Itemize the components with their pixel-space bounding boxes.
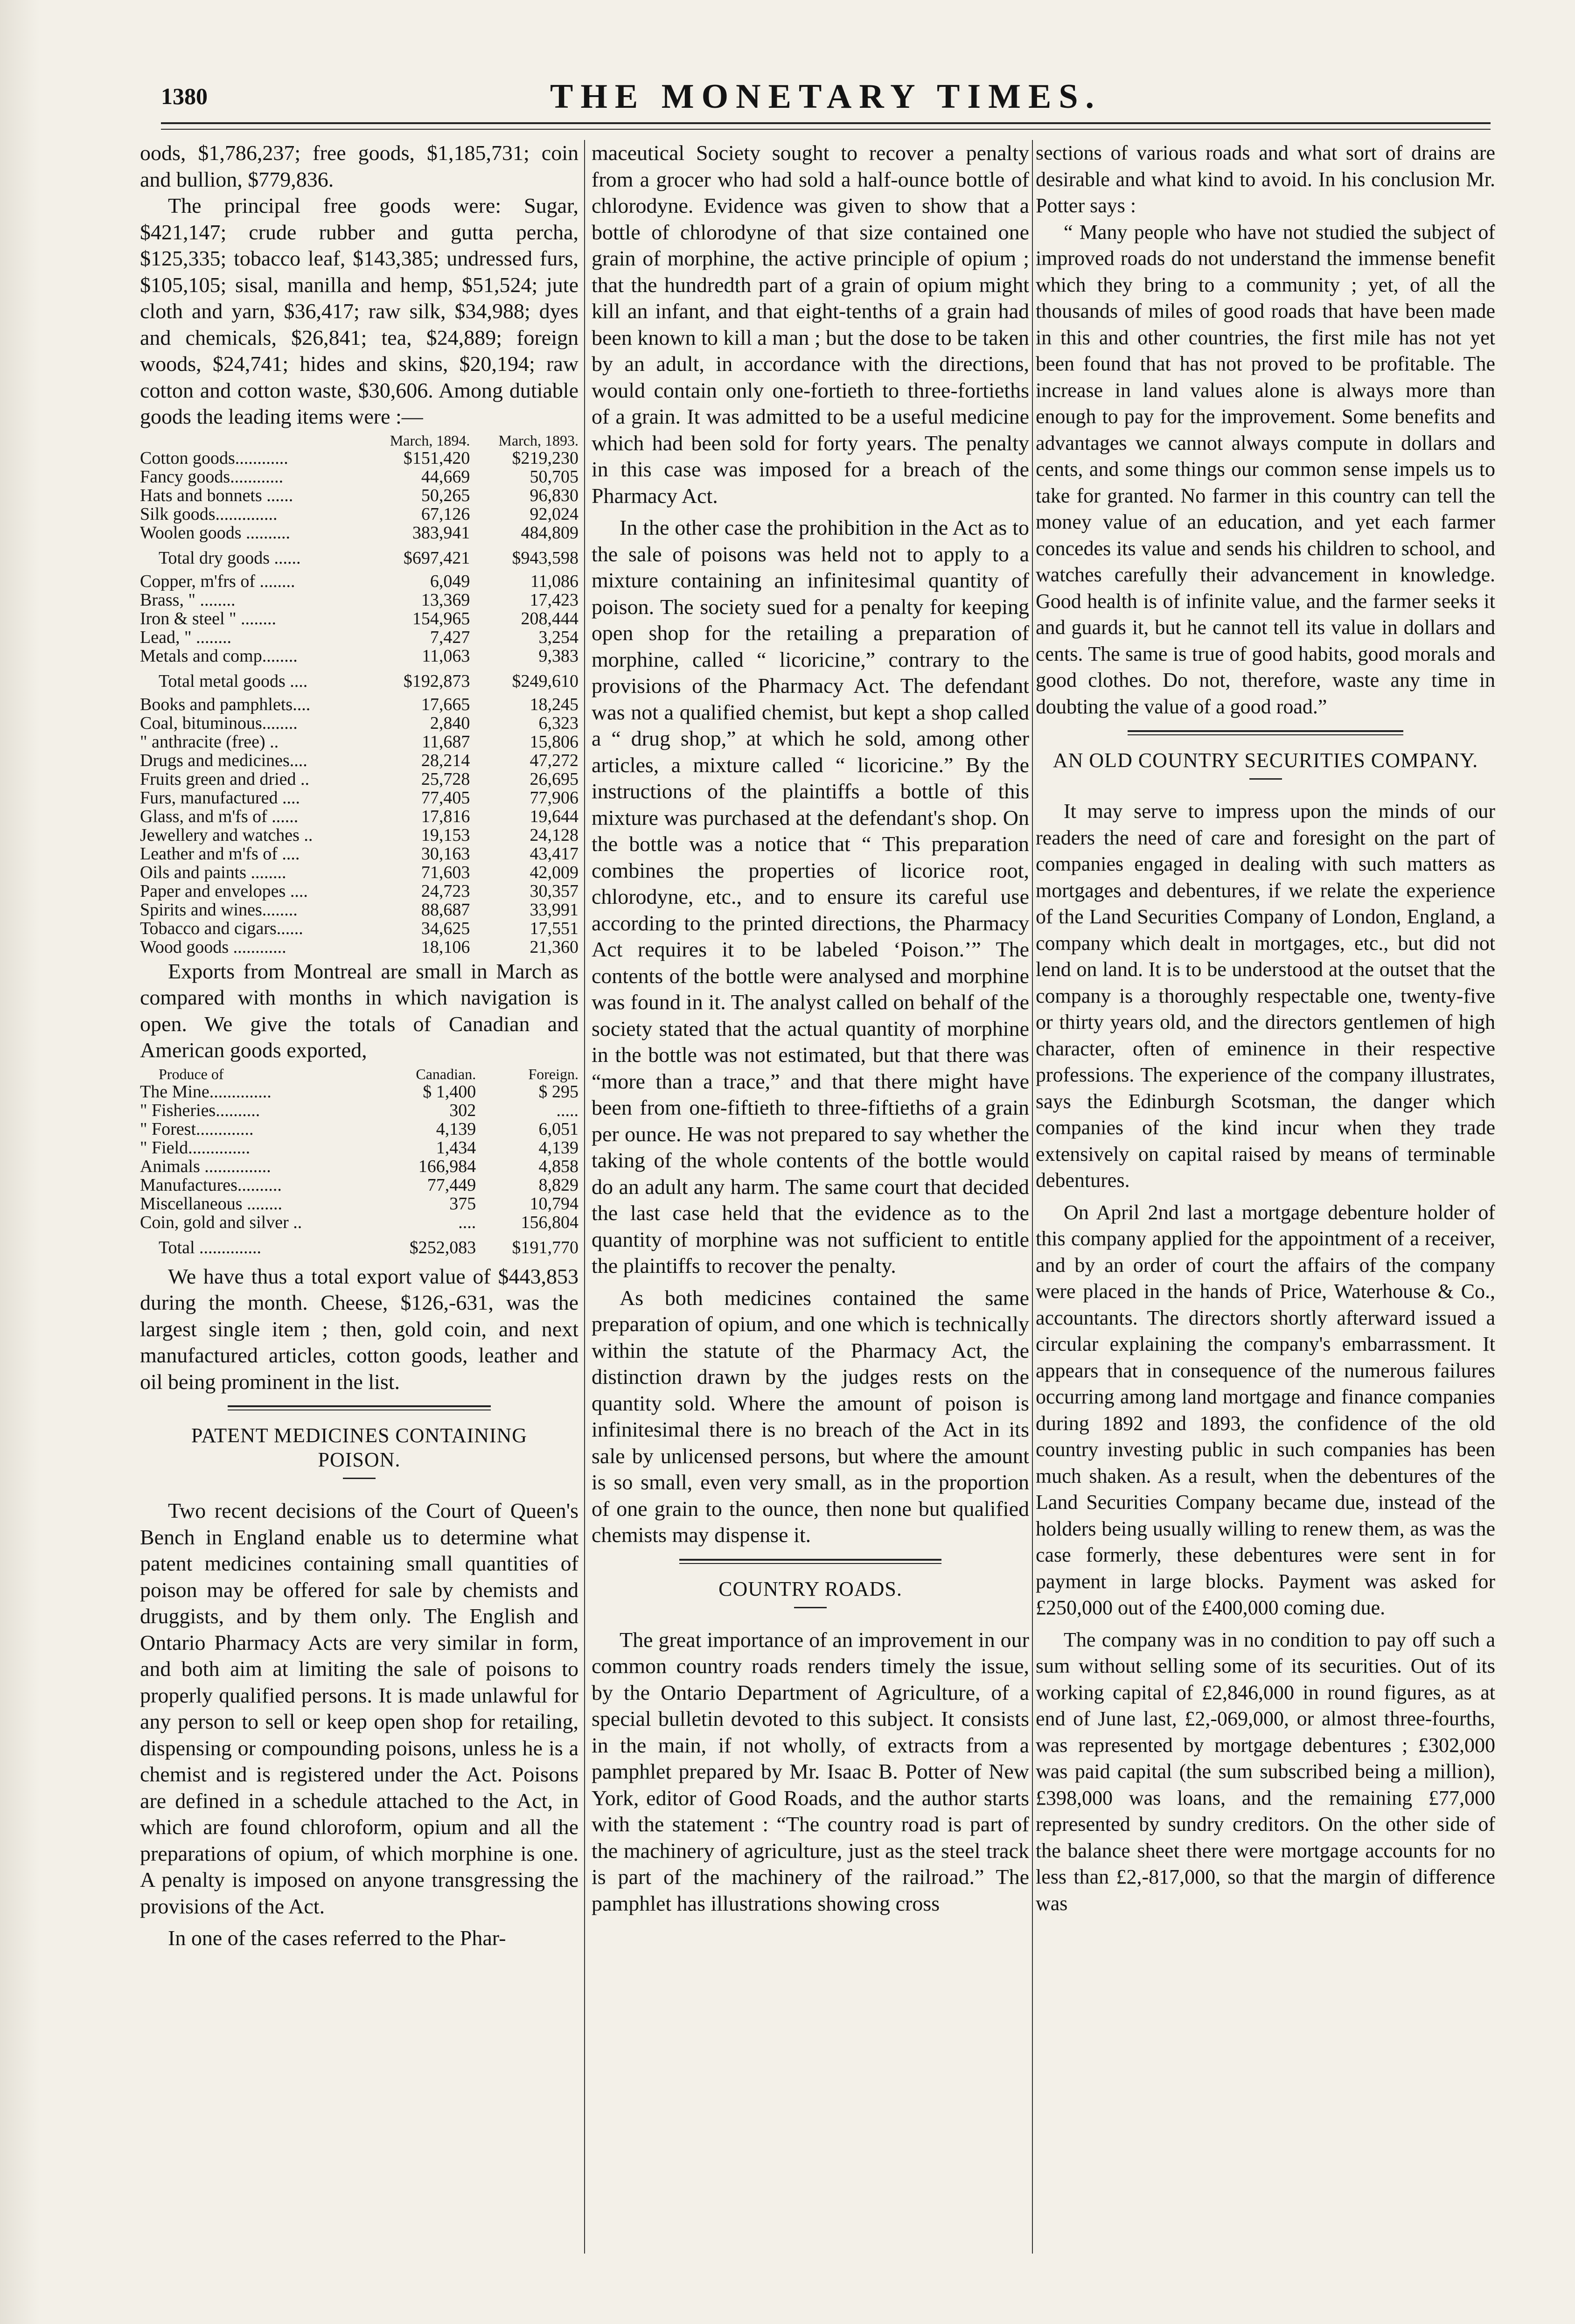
value-1894: $151,420 [403,448,470,468]
value-1893: 19,644 [530,806,578,826]
value-1893: 18,245 [530,694,578,714]
page-number: 1380 [161,83,208,109]
value-1894: 77,405 [421,788,470,808]
value-1893: 17,423 [530,590,578,610]
paragraph: Exports from Montreal are small in March as compared with months in which navigation is open. We give the totals of Canadian and American goods exported, [140,959,578,1062]
row-label: Wood goods ............ [140,937,286,957]
table-row [140,826,578,844]
row-label: Drugs and medicines.... [140,750,307,770]
table-row [140,572,578,591]
column-1 [140,140,578,1952]
paragraph: On April 2nd last a mortgage debenture holder of this company applied for the appointment of a receiver, and by an order of court the affairs of the company were placed in the hands of Price, Waterhouse & Co., accountants. The directors shortly afterward issued a circular explaining the company's embarrassment. It appears that in consequence of the numerous failures occurring among land mortgage and finance companies during 1892 and 1893, the confidence of the old country investing public in such companies has been much shaken. As a result, when the debentures of the Land Securities Company became due, instead of the holders being usually willing to renew them, as was the case formerly, these debentures were sent in for payment in large blocks. Payment was asked for £250,000 out of the £400,000 coming due. [1036,1200,1495,1619]
table-row [140,938,578,956]
table-row [140,1194,578,1213]
value-canadian: 166,984 [418,1156,476,1176]
exports-table [140,1066,578,1262]
row-label: Books and pamphlets.... [140,694,311,714]
value-1893: 77,906 [530,788,578,808]
row-label: Furs, manufactured .... [140,788,300,808]
headline-country-roads: COUNTRY ROADS. [718,1577,902,1600]
value-foreign: 10,794 [530,1193,578,1214]
row-label: Leather and m'fs of .... [140,844,300,864]
table-header: Foreign. [528,1065,578,1082]
section-rule [1128,730,1403,735]
row-label: Tobacco and cigars...... [140,918,303,938]
value-1894: 18,106 [421,937,470,957]
page-header [161,77,1491,119]
table-row [140,1101,578,1120]
row-label: Jewellery and watches .. [140,825,313,845]
table-header: March, 1894. [390,432,470,449]
value-1893: 30,357 [530,881,578,901]
table-row [140,468,578,486]
total-row [140,1232,578,1262]
value-canadian: .... [458,1212,476,1232]
table-row [140,807,578,826]
table-row [140,1213,578,1232]
total-1894: $192,873 [403,671,470,691]
row-label: Animals ............... [140,1156,271,1176]
table-header [140,432,362,449]
value-canadian: $ 1,400 [423,1082,476,1102]
row-label: The Mine.............. [140,1082,272,1102]
page-edge [0,0,44,2324]
column-2 [592,140,1029,1917]
value-1894: 11,063 [422,646,470,666]
total-foreign: $191,770 [512,1237,578,1257]
table-row [140,505,578,523]
table-header: Produce of [159,1065,224,1082]
total-row [140,542,578,572]
table-row [140,733,578,751]
value-1894: 13,369 [421,590,470,610]
total-label: Total .............. [159,1237,262,1257]
row-label: " Field.............. [140,1138,251,1158]
value-1893: 11,086 [530,571,578,591]
value-canadian: 302 [449,1100,476,1120]
table-row [140,1138,578,1157]
table-row [140,844,578,863]
row-label: Iron & steel " ........ [140,608,277,628]
value-1894: 67,126 [421,504,470,524]
value-1893: 9,383 [538,646,578,666]
row-label: Coin, gold and silver .. [140,1212,302,1232]
table-row [140,1157,578,1176]
row-label: Cotton goods............ [140,448,288,468]
row-label: Fancy goods............ [140,467,284,487]
total-label: Total metal goods .... [159,671,308,691]
total-row [140,665,578,695]
row-label: Woolen goods .......... [140,523,291,543]
value-canadian: 375 [449,1193,476,1214]
column-divider [584,140,585,2254]
row-label: " Fisheries.......... [140,1100,260,1120]
row-label: Glass, and m'fs of ...... [140,806,299,826]
table-row [140,900,578,919]
table-row [140,863,578,882]
total-canadian: $252,083 [409,1237,476,1257]
table-row [140,1176,578,1194]
total-label: Total dry goods ...... [159,548,301,568]
value-1894: 11,687 [422,732,470,752]
value-1894: 28,214 [421,750,470,770]
value-foreign: $ 295 [538,1082,578,1102]
table-row [140,1082,578,1101]
value-1893: 208,444 [521,608,578,628]
table-row [140,1120,578,1138]
headline-patent-medicines: PATENT MEDICINES CONTAINING POISON. [191,1424,528,1471]
table-row [140,770,578,789]
row-label: Oils and paints ........ [140,862,286,882]
header-rule-thin [161,129,1491,130]
value-1894: 7,427 [430,627,470,647]
headline-rule [794,1607,827,1608]
value-1894: 154,965 [412,608,470,628]
row-label: Manufactures.......... [140,1175,282,1195]
value-1893: 47,272 [530,750,578,770]
imports-table [140,432,578,956]
value-1894: 2,840 [430,713,470,733]
paragraph: In one of the cases referred to the Phar- [168,1926,506,1950]
section-rule [228,1405,491,1410]
value-1894: 19,153 [421,825,470,845]
value-1894: 30,163 [421,844,470,864]
row-label: " Forest............. [140,1119,254,1139]
table-row [140,628,578,647]
table-row [140,647,578,665]
value-1894: 71,603 [421,862,470,882]
paragraph: It may serve to impress upon the minds of our readers the need of care and foresight on the part of companies engaged in dealing with such matters as mortgages and debentures, if we relate the experience of the Land Securities Company of London, England, a company which dealt in mortgages, etc., but did not lend on land. It is to be understood at the outset that the company is a thoroughly respectable one, twenty-five or thirty years old, and the directors gentlemen of high character, often of eminence in their respective professions. The experience of the company illustrates, says the Edinburgh Scotsman, the danger which companies of the kind incur when they trade extensively on capital raised by means of terminable debentures. [1036,800,1495,1192]
headline-rule [1249,778,1282,780]
value-1893: 24,128 [530,825,578,845]
paragraph: The principal free goods were: Sugar, $421,147; crude rubber and gutta percha, $125,335; tobacco leaf, $143,385; undressed furs, $105,105; sisal, manilla and hemp, $51,524; jute cloth and yarn, $36,417; raw silk, $34,988; dyes and chemicals, $26,841; tea, $24,889; foreign woods, $24,741; hides and skins, $20,194; raw cotton and cotton waste, $30,606. Among dutiable goods the leading items were :— [140,194,578,428]
row-label: Spirits and wines........ [140,900,298,920]
value-canadian: 4,139 [436,1119,476,1139]
value-1894: 25,728 [421,769,470,789]
paragraph: In the other case the prohibition in the Act as to the sale of poisons was held not to apply to a mixture containing an infinitesimal quantity of poison. The society sued for a penalty for keeping open shop for the retailing a preparation of morphine, called “ licoricine,” contrary to the provisions of the Pharmacy Act. The defendant was not a qualified chemist, but kept a shop called a “ drug shop,” at which he sold, among other articles, a mixture called “ licoricine.” By the instructions of the plaintiffs a bottle of this mixture was purchased at the defendant's shop. On the bottle was a notice that “ This preparation combines the properties of licorice root, chlorodyne, etc., and to ensure its careful use according to the printed directions, the Pharmacy Act requires it to be labeled ‘Poison.’” The contents of the bottle were analysed and morphine was found in it. The analyst called on behalf of the society stated that the actual quantity of morphine in the bottle was not estimated, but that there was “more than a trace,” and that there might have been from one-fiftieth to three-fiftieths of a grain per ounce. He was not prepared to say whether the taking of the whole contents of the bottle would do an adult any harm. The same court that decided the last case held that the evidence as to the quantity of morphine was not sufficient to entitle the plaintiffs to recover the penalty. [592,516,1029,1277]
row-label: Lead, " ........ [140,627,231,647]
table-row [140,591,578,609]
table-row [140,449,578,468]
row-label: Miscellaneous ........ [140,1193,283,1214]
row-label: Metals and comp........ [140,646,298,666]
total-1894: $697,421 [403,548,470,568]
paragraph: maceutical Society sought to recover a penalty from a grocer who had sold a half-ounce bottle of chlorodyne. Evidence was given to show that a bottle of chlorodyne of that size contained one grain of morphine, the active principle of opium ; that the hundredth part of a grain of opium might kill an infant, and that eight-tenths of a grain had been known to kill a man ; but the dose to be taken by an adult, in accordance with the directions, would contain only one-fortieth to three-fortieths of a grain. It was admitted to be a useful medicine which had been sold for forty years. The penalty in this case was imposed for a breach of the Pharmacy Act. [592,141,1029,508]
paragraph: We have thus a total export value of $443,853 during the month. Cheese, $126,-631, was the largest single item ; then, gold coin, and next manufactured articles, cotton goods, leather and oil being prominent in the list. [140,1264,578,1394]
paragraph: Two recent decisions of the Court of Queen's Bench in England enable us to determine what patent medicines containing small quantities of poison may be offered for sale by chemists and druggists, and by them only. The English and Ontario Pharmacy Acts are very similar in form, and both aim at limiting the sale of poisons to properly qualified persons. It is made unlawful for any person to sell or keep open shop for retailing, dispensing or compounding poisons, unless he is a chemist and is registered under the Act. Poisons are defined in a schedule attached to the Act, in which are found chloroform, opium and all the preparations of opium, of which morphine is one. A penalty is imposed on anyone transgressing the provisions of the Act. [140,1499,578,1918]
value-1893: 3,254 [538,627,578,647]
value-1893: 15,806 [530,732,578,752]
value-foreign: 4,858 [538,1156,578,1176]
table-row [140,919,578,938]
row-label: " anthracite (free) .. [140,732,279,752]
paragraph: As both medicines contained the same preparation of opium, and one which is technically within the statute of the Pharmacy Act, the distinction drawn by the judges rests on the quantity sold. Where the amount of poison is infinitesimal there is no breach of the Act in its sale by unlicensed persons, but where the amount is so small, even very small, as in the proportion of one grain to the ounce, then none but qualified chemists may dispense it. [592,1285,1029,1547]
value-1893: $219,230 [512,448,578,468]
section-rule [679,1559,942,1564]
row-label: Brass, " ........ [140,590,236,610]
table-row [140,714,578,733]
header-rule [161,122,1491,124]
headline-securities-company: AN OLD COUNTRY SECURITIES COMPANY. [1052,749,1478,772]
paragraph: The company was in no condition to pay off such a sum without selling some of its securities. Out of its working capital of £2,846,000 in round figures, as at end of June last, £2,-069,000, or almost three-fourths, was represented by mortgage debentures ; £302,000 was paid capital (the sum subscribed being a million), £398,000 was loans, and the remaining £77,000 represented by sundry creditors. On the other side of the balance sheet there were mortgage accounts for no less than £2,-817,000, so that the margin of difference was [1036,1628,1495,1915]
value-1893: 17,551 [530,918,578,938]
value-canadian: 77,449 [427,1175,476,1195]
table-row [140,695,578,714]
value-1894: 17,665 [421,694,470,714]
row-label: Paper and envelopes .... [140,881,308,901]
value-1894: 50,265 [421,485,470,505]
value-foreign: 8,829 [538,1175,578,1195]
value-1894: 88,687 [421,900,470,920]
table-row [140,882,578,900]
value-1893: 33,991 [530,900,578,920]
paragraph: The great importance of an improvement in our common country roads renders timely the issue, by the Ontario Department of Agriculture, of a special bulletin devoted to this subject. It consists in the main, if not wholly, of extracts from a pamphlet prepared by Mr. Isaac B. Potter of New York, editor of Good Roads, and the author starts with the statement : “The country road is part of the machinery of agriculture, just as the steel track is part of the machinery of the railroad.” The pamphlet has illustrations showing cross [592,1627,1029,1915]
paragraph: “ Many people who have not studied the subject of improved roads do not understand the immense benefit which they bring to a community ; yet, of all the thousands of miles of good roads that have been made in this and other countries, the first mile has not yet been found that has not proved to be profitable. The increase in land values alone is always more than enough to pay for the improvement. Some benefits and advantages we cannot always compute in dollars and cents, and some things our common sense impels us to take for granted. No farmer in this country can tell the money value of an education, and yet each farmer concedes its value and sends his children to school, and watches carefully their advancement in knowledge. Good health is of infinite value, and the farmer seeks it and guards it, but he cannot tell its value in dollars and cents. The same is true of good habits, good morals and good clothes. Do not, therefore, waste any time in doubting the value of a good road.” [1036,220,1495,718]
value-foreign: 6,051 [538,1119,578,1139]
paragraph: oods, $1,786,237; free goods, $1,185,731; coin and bullion, $779,836. [140,141,578,191]
value-foreign: 156,804 [521,1212,578,1232]
value-1893: 50,705 [530,467,578,487]
value-1893: 26,695 [530,769,578,789]
table-row [140,523,578,542]
paragraph: sections of various roads and what sort of drains are desirable and what kind to avoid. In his conclusion Mr. Potter says : [1036,141,1495,217]
column-divider [1032,140,1033,2254]
value-1894: 383,941 [412,523,470,543]
table-row [140,486,578,505]
row-label: Silk goods.............. [140,504,278,524]
table-row [140,751,578,770]
table-row [140,609,578,628]
value-foreign: ..... [556,1100,578,1120]
value-1893: 484,809 [521,523,578,543]
value-1894: 34,625 [421,918,470,938]
total-1893: $249,610 [512,671,578,691]
value-canadian: 1,434 [436,1138,476,1158]
table-row [140,789,578,807]
row-label: Coal, bituminous........ [140,713,298,733]
value-1894: 24,723 [421,881,470,901]
row-label: Copper, m'frs of ........ [140,571,295,591]
row-label: Hats and bonnets ...... [140,485,293,505]
column-3 [1036,140,1495,1917]
table-header: March, 1893. [498,432,578,449]
value-1894: 44,669 [421,467,470,487]
value-1893: 21,360 [530,937,578,957]
value-1893: 6,323 [538,713,578,733]
value-1893: 43,417 [530,844,578,864]
value-1893: 92,024 [530,504,578,524]
row-label: Fruits green and dried .. [140,769,310,789]
headline-rule [343,1478,376,1479]
value-1893: 96,830 [530,485,578,505]
value-1893: 42,009 [530,862,578,882]
value-1894: 17,816 [421,806,470,826]
value-foreign: 4,139 [538,1138,578,1158]
value-1894: 6,049 [430,571,470,591]
masthead-title: THE MONETARY TIMES. [550,77,1101,116]
total-1893: $943,598 [512,548,578,568]
table-header: Canadian. [416,1065,476,1082]
